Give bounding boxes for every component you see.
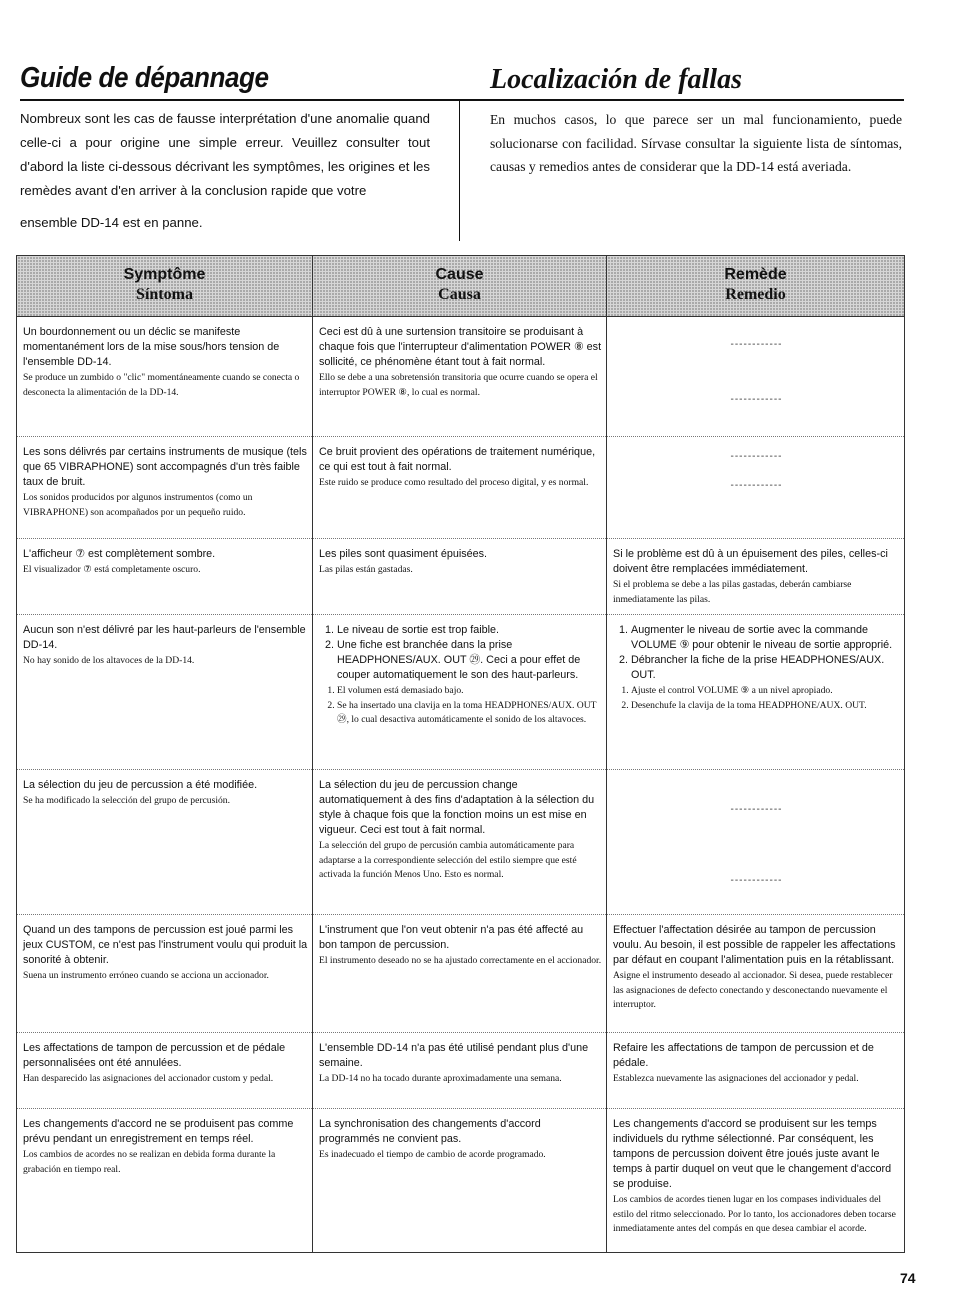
intro-text-fr: Nombreux sont les cas de fausse interprétation d'une anomalie quand celle-ci a pour origine une simple erreur. Veuillez consulter tout d'abord la liste ci-dessous décrivant les symptômes, les origines et les remèdes avant d'en arriver à la conclusion rapide que votre [20,111,430,198]
list-item: 2. Desenchufe la clavija de la toma HEADPHONE/AUX. OUT. [631,699,900,714]
symptom-cell [17,770,313,915]
cause-fr: Ceci est dû à une surtension transitoire se produisant à chaque fois que l'interrupteur d'alimentation POWER ⑧ est sollicité, ce phénomène étant tout à fait normal. [319,326,602,368]
cause-cell [313,915,607,1033]
page-title-fr: Guide de dépannage [20,62,269,94]
cause-cell [313,770,607,915]
remedy-es: Si el problema se debe a las pilas gastadas, deberán cambiarse inmediatamente las pilas. [613,579,852,605]
list-item: 1. Le niveau de sortie est trop faible. [337,623,602,638]
list-item: 2. Se ha insertado una clavija en la toma HEADPHONES/AUX. OUT ㉙, lo cual desactiva automáticamente el sonido de los altavoces. [337,699,602,728]
page-number: 74 [900,1270,916,1286]
symptom-es: Se ha modificado la selección del grupo de percusión. [23,795,230,806]
symptom-cell [17,1109,313,1253]
cause-es: Es inadecuado el tiempo de cambio de acorde programado. [319,1149,546,1160]
remedy-es: Los cambios de acordes tienen lugar en los compases individuales del estilo del ritmo seleccionado. Por lo tanto, los accionadores deben tocarse inmediatamente antes del compás en que desea cambiar el acorde. [613,1194,896,1234]
header-cause-es: Causa [438,286,481,303]
intro-text-fr-last: ensemble DD-14 est en panne. [20,215,203,230]
symptom-fr: L'afficheur ⑦ est complètement sombre. [23,548,216,560]
remedy-fr: Les changements d'accord se produisent sur les temps individuels du rythme sélectionné. Par conséquent, les tampons de percussion doivent être joués juste avant le temps à partir duquel on veut que le changement d'accord se produise. [613,1118,892,1190]
symptom-fr: Un bourdonnement ou un déclic se manifeste momentanément lors de la mise sous/hors tension de l'ensemble DD-14. [23,326,280,368]
list-item: 1. Ajuste el control VOLUME ⑨ a un nivel apropiado. [631,684,900,699]
remedy-cell [607,1033,905,1109]
header-remedy-fr: Remède [724,266,787,283]
symptom-cell [17,437,313,539]
cause-cell [313,437,607,539]
cause-cell [313,317,607,437]
cause-cell [313,1033,607,1109]
remedy-fr: Refaire les affectations de tampon de percussion et de pédale. [613,1042,874,1069]
table-row [17,615,905,770]
remedy-cell [607,615,905,770]
cause-es: La selección del grupo de percusión cambia automáticamente para adaptarse a la correspondiente selección del estilo siempre que esté activada la función Menos Uno. Esto es normal. [319,840,577,880]
symptom-cell [17,615,313,770]
cause-es: La DD-14 no ha tocado durante aproximadamente una semana. [319,1073,562,1084]
cause-fr: L'instrument que l'on veut obtenir n'a pas été affecté au bon tampon de percussion. [319,924,584,951]
cause-fr: Les piles sont quasiment épuisées. [319,548,488,560]
title-rule [20,99,904,101]
header-cause-fr: Cause [435,266,484,283]
symptom-es: Se produce un zumbido o "clic" momentáneamente cuando se conecta o desconecta la alimentación de la DD-14. [23,372,300,398]
symptom-es: El visualizador ⑦ está completamente oscuro. [23,564,201,575]
symptom-es: No hay sonido de los altavoces de la DD-14. [23,655,195,666]
remedy-cell [607,1109,905,1253]
cause-es: Este ruido se produce como resultado del proceso digital, y es normal. [319,477,589,488]
cause-es: Ello se debe a una sobretensión transitoria que ocurre cuando se opera el interruptor POWER ⑧, lo cual es normal. [319,372,598,398]
symptom-es: Los cambios de acordes no se realizan en debida forma durante la grabación en tiempo real. [23,1149,276,1175]
remedy-fr: Effectuer l'affectation désirée au tampon de percussion voulu. Au besoin, il est possible de rappeler les affectations par défaut en coupant l'alimentation puis en la rétablissant. [613,924,896,966]
remedy-es: Establezca nuevamente las asignaciones del accionador y pedal. [613,1073,859,1084]
cause-fr: L'ensemble DD-14 n'a pas été utilisé pendant plus d'une semaine. [319,1042,589,1069]
header-remedy-es: Remedio [725,286,786,303]
cause-cell [313,539,607,615]
cause-es: Las pilas están gastadas. [319,564,413,575]
page-title-es: Localización de fallas [490,64,742,95]
cause-fr: La sélection du jeu de percussion change automatiquement à des fins d'adaptation à la sélection du style à chaque fois que la fonction moins un est mise en vigueur. Ceci est tout à fait normal. [319,779,595,836]
symptom-fr: Les sons délivrés par certains instruments de musique (tels que 65 VIBRAPHONE) sont accompagnés d'un très faible taux de bruit. [23,446,307,488]
table-row [17,317,905,437]
intro-paragraph-fr [20,107,430,235]
list-item: 1. Augmenter le niveau de sortie avec la commande VOLUME ⑨ pour obtenir le niveau de sortie approprié. [631,623,900,653]
cause-es: El instrumento deseado no se ha ajustado correctamente en el accionador. [319,955,602,966]
symptom-cell [17,915,313,1033]
header-symptom-es: Síntoma [136,286,193,303]
remedy-cell [607,915,905,1033]
cause-cell [313,1109,607,1253]
cause-fr: La synchronisation des changements d'accord programmés ne convient pas. [319,1118,541,1145]
remedy-cell [607,437,905,539]
header-remedy [607,256,905,317]
troubleshooting-table [16,255,905,1253]
list-item: 2. Une fiche est branchée dans la prise HEADPHONES/AUX. OUT ㉙. Ceci a pour effet de couper automatiquement le son des haut-parleurs. [337,638,602,683]
symptom-fr: Les changements d'accord ne se produisent pas comme prévu pendant un enregistrement en temps réel. [23,1118,294,1145]
intro-paragraph-es: En muchos casos, lo que parece ser un mal funcionamiento, puede solucionarse con facilidad. Sírvase consultar la siguiente lista de síntomas, causas y remedios antes de considerar que la DD-14 está averiada. [490,112,902,174]
symptom-fr: La sélection du jeu de percussion a été modifiée. [23,779,258,791]
table-row [17,770,905,915]
symptom-cell [17,317,313,437]
remedy-list-fr [613,623,900,683]
symptom-cell [17,539,313,615]
remedy-empty-dash: ------------ [730,875,783,886]
table-row [17,1109,905,1253]
symptom-cell [17,1033,313,1109]
remedy-empty-dash: ------------ [730,480,783,491]
symptom-fr: Les affectations de tampon de percussion et de pédale personnalisées ont été annulées. [23,1042,286,1069]
cause-cell [313,615,607,770]
remedy-cell [607,770,905,915]
remedy-empty-dash: ------------ [730,394,783,405]
symptom-es: Suena un instrumento erróneo cuando se acciona un accionador. [23,970,269,981]
table-row [17,915,905,1033]
intro-column-divider [459,101,460,241]
remedy-empty-dash: ------------ [730,451,783,462]
remedy-empty-dash: ------------ [730,339,783,350]
remedy-cell [607,539,905,615]
header-cause [313,256,607,317]
remedy-es: Asigne el instrumento deseado al accionador. Si desea, puede restablecer las asignaciones de defecto conectando y desconectando nuevamente el interruptor. [613,970,893,1010]
table-row [17,1033,905,1109]
remedy-fr: Si le problème est dû à un épuisement des piles, celles-ci doivent être remplacées immédiatement. [613,548,888,575]
symptom-es: Los sonidos producidos por algunos instrumentos (como un VIBRAPHONE) son acompañados por un pequeño ruido. [23,492,253,518]
list-item: 2. Débrancher la fiche de la prise HEADPHONES/AUX. OUT. [631,653,900,683]
list-item: 1. El volumen está demasiado bajo. [337,684,602,699]
symptom-fr: Quand un des tampons de percussion est joué parmi les jeux CUSTOM, ce n'est pas l'instrument voulu qui produit la sonorité à obtenir. [23,924,308,966]
cause-fr: Ce bruit provient des opérations de traitement numérique, ce qui est tout à fait normal. [319,446,596,473]
symptom-fr: Aucun son n'est délivré par les haut-parleurs de l'ensemble DD-14. [23,624,306,651]
remedy-cell [607,317,905,437]
header-symptom [17,256,313,317]
remedy-empty-dash: ------------ [730,804,783,815]
table-row [17,539,905,615]
cause-list-fr [319,623,602,683]
table-header-row [17,256,905,317]
header-symptom-fr: Symptôme [123,266,206,283]
remedy-list-es [613,684,900,713]
table-row [17,437,905,539]
cause-list-es [319,684,602,728]
symptom-es: Han desparecido las asignaciones del accionador custom y pedal. [23,1073,274,1084]
